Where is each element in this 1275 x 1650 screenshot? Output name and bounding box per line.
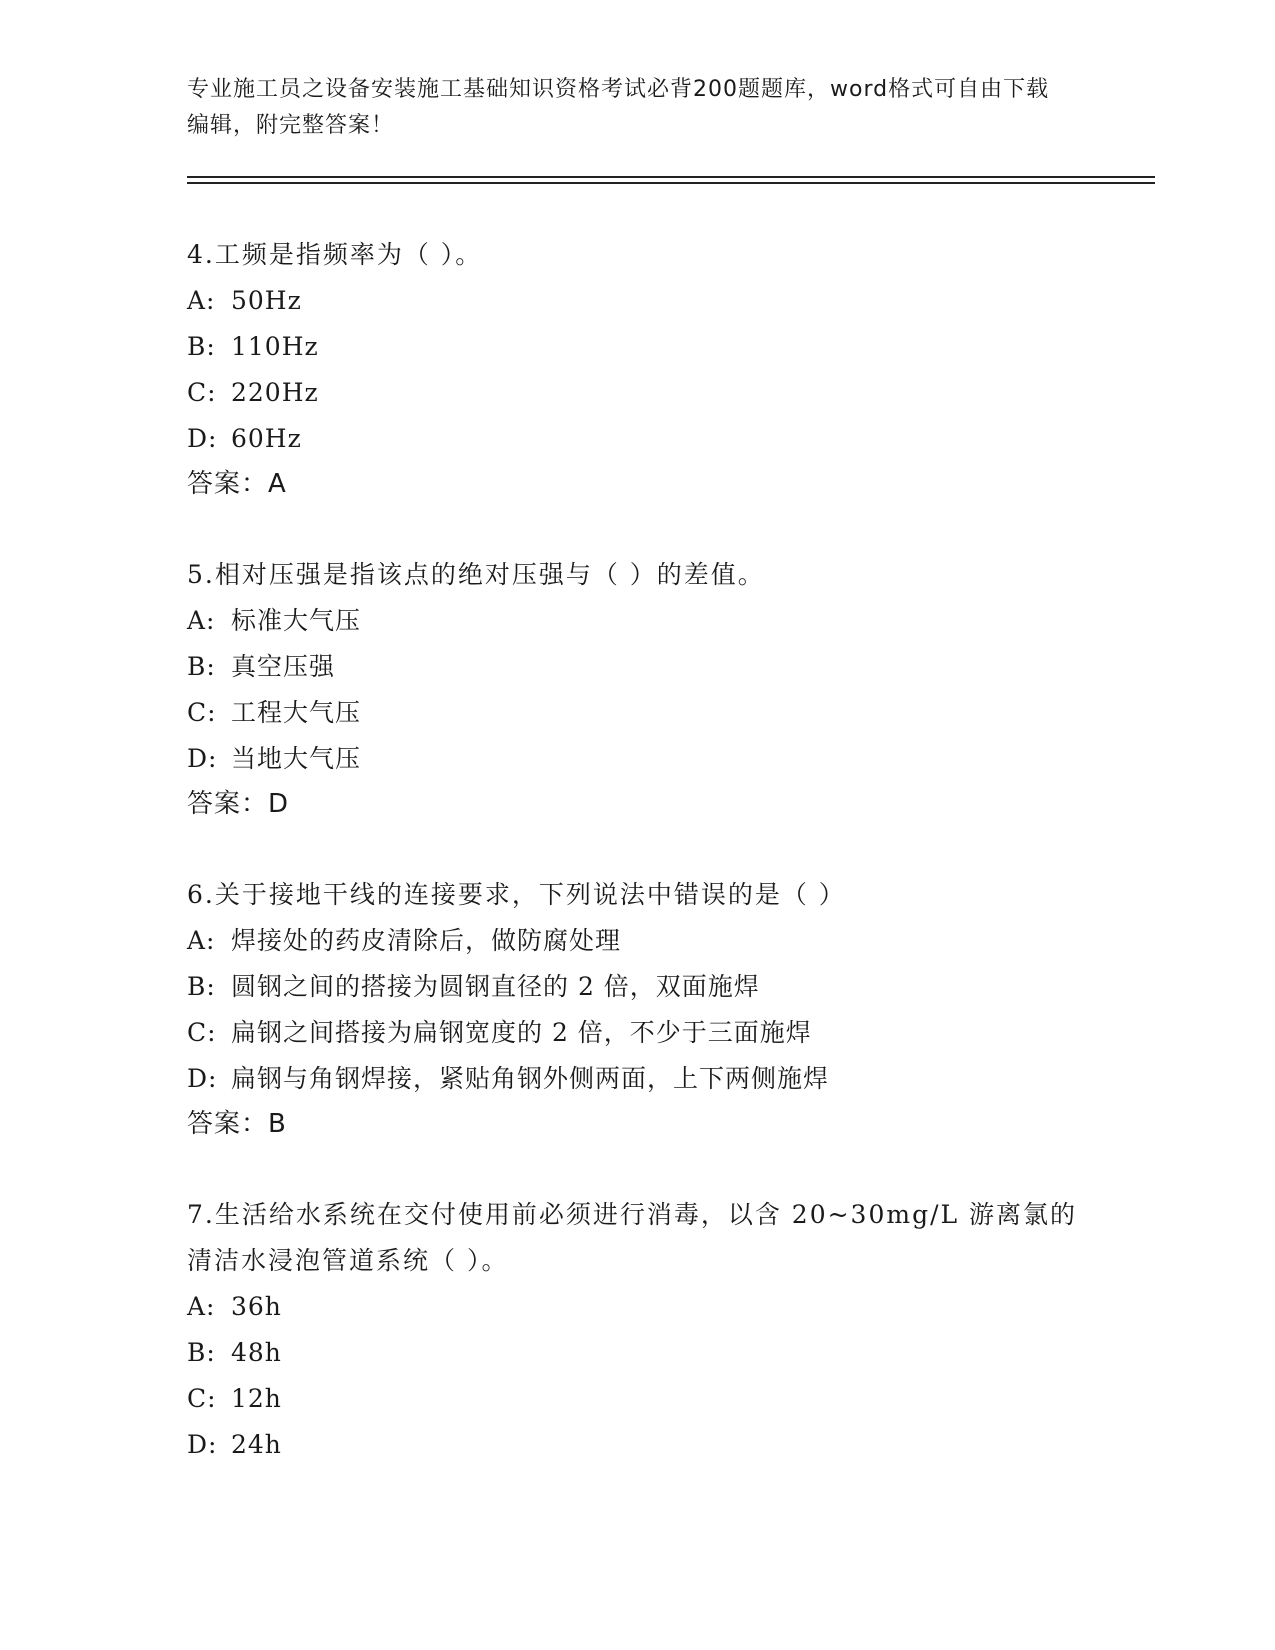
option-text: 焊接处的药皮清除后，做防腐处理 [231, 926, 622, 955]
option-letter: A: [187, 1292, 216, 1321]
option-c [187, 1376, 1087, 1422]
option-text: 110Hz [231, 332, 319, 361]
option-b [187, 324, 1087, 370]
option-text: 24h [231, 1430, 282, 1459]
question-stem: 4.工频是指频率为（ ）。 [187, 240, 483, 269]
option-a [187, 918, 1087, 964]
option-letter: C: [187, 1384, 217, 1413]
option-letter: C: [187, 1018, 217, 1047]
answer-line: 答案：A [187, 469, 287, 499]
option-text: 圆钢之间的搭接为圆钢直径的 2 倍，双面施焊 [231, 972, 760, 1001]
option-d [187, 1422, 1087, 1468]
option-letter: A: [187, 606, 216, 635]
option-letter: B: [187, 972, 216, 1001]
option-text: 50Hz [231, 286, 302, 315]
question-stem: 7.生活给水系统在交付使用前必须进行消毒，以含 20~30mg/L 游离氯的清洁水浸泡管道系统（ ）。 [187, 1200, 1078, 1275]
option-d [187, 416, 1087, 462]
option-text: 当地大气压 [231, 744, 362, 773]
option-text: 标准大气压 [231, 606, 362, 635]
question-5 [187, 552, 1087, 826]
option-letter: B: [187, 1338, 216, 1367]
question-stem: 6.关于接地干线的连接要求，下列说法中错误的是（ ） [187, 880, 846, 909]
question-7 [187, 1192, 1087, 1468]
option-text: 扁钢与角钢焊接，紧贴角钢外侧两面，上下两侧施焊 [231, 1064, 830, 1093]
question-4 [187, 232, 1087, 506]
option-b [187, 1330, 1087, 1376]
option-letter: A: [187, 926, 216, 955]
option-a [187, 598, 1087, 644]
option-letter: A: [187, 286, 216, 315]
option-letter: C: [187, 378, 217, 407]
question-6 [187, 872, 1087, 1146]
option-text: 220Hz [231, 378, 319, 407]
header-divider-bottom [187, 182, 1155, 184]
answer-line: 答案：B [187, 1109, 287, 1139]
option-text: 60Hz [231, 424, 302, 453]
option-letter: D: [187, 1064, 218, 1093]
option-d [187, 1056, 1087, 1102]
option-c [187, 690, 1087, 736]
option-letter: B: [187, 652, 216, 681]
option-c [187, 1010, 1087, 1056]
option-text: 扁钢之间搭接为扁钢宽度的 2 倍，不少于三面施焊 [231, 1018, 812, 1047]
option-letter: D: [187, 1430, 218, 1459]
option-letter: D: [187, 744, 218, 773]
option-d [187, 736, 1087, 782]
header-divider-top [187, 176, 1155, 178]
option-a [187, 278, 1087, 324]
option-letter: D: [187, 424, 218, 453]
option-c [187, 370, 1087, 416]
document-header: 专业施工员之设备安装施工基础知识资格考试必背200题题库，word格式可自由下载编辑，附完整答案！ [187, 77, 1050, 138]
answer-line: 答案：D [187, 789, 290, 819]
option-letter: B: [187, 332, 216, 361]
option-letter: C: [187, 698, 217, 727]
option-text: 48h [231, 1338, 282, 1367]
option-a [187, 1284, 1087, 1330]
option-b [187, 644, 1087, 690]
option-text: 12h [231, 1384, 282, 1413]
option-text: 36h [231, 1292, 282, 1321]
question-stem: 5.相对压强是指该点的绝对压强与（ ）的差值。 [187, 560, 765, 589]
option-b [187, 964, 1087, 1010]
option-text: 真空压强 [231, 652, 336, 681]
option-text: 工程大气压 [231, 698, 362, 727]
